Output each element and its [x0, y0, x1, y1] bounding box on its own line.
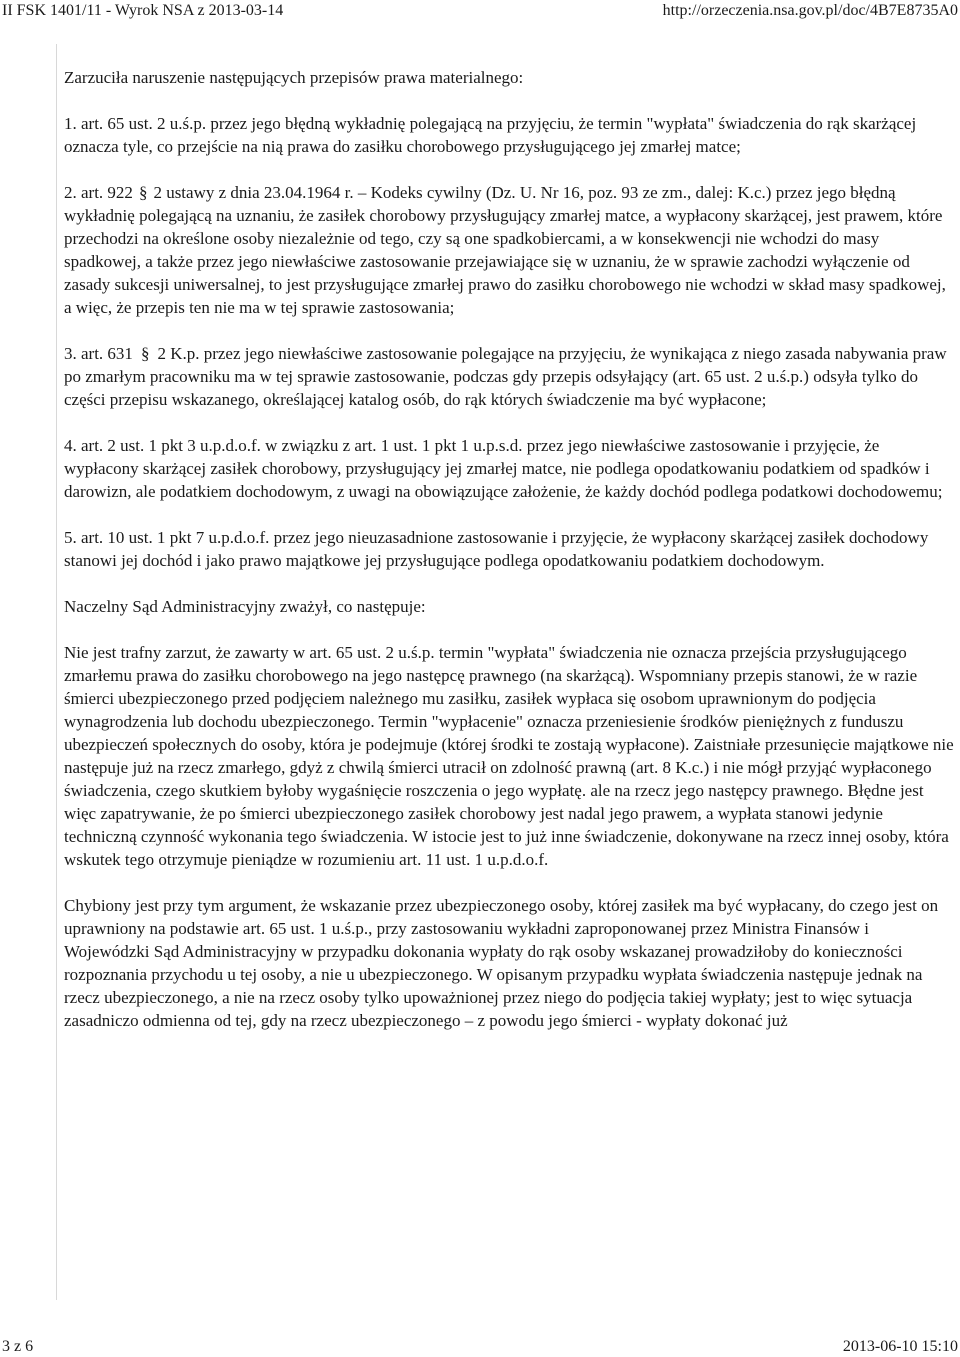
- charge-item-3: [64, 342, 957, 411]
- charge-item-4: 4. art. 2 ust. 1 pkt 3 u.p.d.o.f. w związku z art. 1 ust. 1 pkt 1 u.p.s.d. przez jego niewłaściwe zastosowanie i przyjęcie, że wypłacony skarżącej zasiłek chorobowy, przysługujący jej zmarłej matce, nie podlega opodatkowaniu podatkiem od spadków i darowizn, ale podatkiem dochodowym, z uwagi na obowiązujące założenie, że każdy dochód podlega podatkowi dochodowemu;: [64, 436, 943, 501]
- judgment-content: [56, 44, 960, 1300]
- section-sign: §: [140, 344, 150, 363]
- charges-intro: Zarzuciła naruszenie następujących przepisów prawa materialnego:: [64, 68, 524, 87]
- document-title: II FSK 1401/11 - Wyrok NSA z 2013-03-14: [2, 2, 284, 19]
- reasoning-paragraph-2: Chybiony jest przy tym argument, że wskazanie przez ubezpieczonego osoby, której zasiłek ma być wypłacany, do czego jest on uprawniony na podstawie art. 65 ust. 1 u.ś.p., przy zastosowaniu wykładni zaproponowanej przez Ministra Finansów i Wojewódzki Sąd Administracyjny w przypadku dokonania wypłaty do rąk osoby wskazanej prowadziłoby do konieczności rozpoznania przychodu u tej osoby, a nie u ubezpieczonego. W opisanym przypadku wypłata świadczenia następuje jednak na rzecz ubezpieczonego, a nie na rzecz osoby tylko upoważnionej przez niego do podjęcia takiej wypłaty; jest to więc sytuacja zasadniczo odmienna od tej, gdy na rzecz ubezpieczonego – z powodu jego śmierci - wypłaty dokonać już: [64, 896, 939, 1030]
- page-number: 3 z 6: [2, 1338, 34, 1355]
- court-considered-heading: Naczelny Sąd Administracyjny zważył, co następuje:: [64, 597, 426, 616]
- reasoning-paragraph-1: Nie jest trafny zarzut, że zawarty w art. 65 ust. 2 u.ś.p. termin "wypłata" świadczenia nie oznacza przejścia przysługującego zmarłemu prawa do zasiłku chorobowego na jego następcę prawnego (na skarżącą). Wspomniany przepis stanowi, że w razie śmierci ubezpieczonego przed podjęciem należnego mu zasiłku, zasiłek wypłaca się osobom uprawnionym do podjęcia wynagrodzenia lub dochodu ubezpieczonego. Termin "wypłacenie" oznacza przeniesienie środków pieniężnych z funduszu ubezpieczeń społecznych do osoby, która je podejmuje (której środki te zostają wypłacone). Zaistniałe przesunięcie majątkowe nie następuje już na rzecz zmarłego, gdyż z chwilą śmierci utracił on zdolność prawną (art. 8 K.c.) i nie mógł przyjąć wypłaconego świadczenia, czego skutkiem byłoby wygaśnięcie roszczenia o jego wypłatę. ale na rzecz jego następcy prawnego. Błędne jest więc zapatrywanie, że po śmierci ubezpieczonego zasiłek chorobowy jest nadal jego prawem, a wypłata stanowi jedynie techniczną czynność wykonania tego świadczenia. W istocie jest to już inne świadczenie, dokonywane na rzecz innej osoby, która wskutek tego otrzymuje pieniądze w rozumieniu art. 11 ust. 1 u.p.d.o.f.: [64, 643, 954, 869]
- charge-item-5: 5. art. 10 ust. 1 pkt 7 u.p.d.o.f. przez jego nieuzasadnione zastosowanie i przyjęcie, że wypłacony skarżącej zasiłek dochodowy stanowi jej dochód i jako prawo majątkowe jej przysługujące podlega opodatkowaniu podatkiem dochodowym.: [64, 528, 929, 570]
- section-sign: §: [138, 183, 148, 202]
- judgment-text: [64, 66, 957, 1055]
- charge-item-1: 1. art. 65 ust. 2 u.ś.p. przez jego błędną wykładnię polegającą na przyjęciu, że termin "wypłata" świadczenia do rąk skarżącej oznacza tyle, co przejście na nią prawa do zasiłku chorobowego przysługującego jej zmarłej matce;: [64, 114, 917, 156]
- document-url-link[interactable]: http://orzeczenia.nsa.gov.pl/doc/4B7E8735A0: [662, 2, 958, 19]
- charge-item-2-article: 2. art. 922: [64, 183, 133, 202]
- charge-item-2: [64, 181, 957, 319]
- charge-item-3-text: 2 K.p. przez jego niewłaściwe zastosowanie polegające na przyjęciu, że wynikająca z niego zasada nabywania praw po zmarłym pracowniku ma w tej sprawie zastosowanie, podczas gdy przepis odsyłający (art. 65 ust. 2 u.ś.p.) odsyła tylko do części przepisu wskazanego, określającej katalog osób, do rąk których świadczenie ma być wypłacone;: [64, 344, 947, 409]
- charge-item-3-article: 3. art. 631: [64, 344, 133, 363]
- print-timestamp: 2013-06-10 15:10: [842, 1338, 958, 1355]
- charge-item-2-text: 2 ustawy z dnia 23.04.1964 r. – Kodeks cywilny (Dz. U. Nr 16, poz. 93 ze zm., dalej: K.c.) przez jego błędną wykładnię polegającą na uznaniu, że zasiłek chorobowy przysługujący zmarłej matce, a wypłacony skarżącej, jest prawem, które przechodzi na określone osoby niezależnie od tego, czy są one spadkobiercami, a w konsekwencji nie wchodzi do masy spadkowej, a także przez jego niewłaściwe zastosowanie przejawiające się w uznaniu, że w sprawie zachodzi wyłączenie od zasady sukcesji uniwersalnej, to jest przysługujące zmarłej prawo do zasiłku chorobowego nie wchodzi w skład masy spadkowej, a więc, że przepis ten nie ma w tej sprawie zastosowania;: [64, 183, 946, 317]
